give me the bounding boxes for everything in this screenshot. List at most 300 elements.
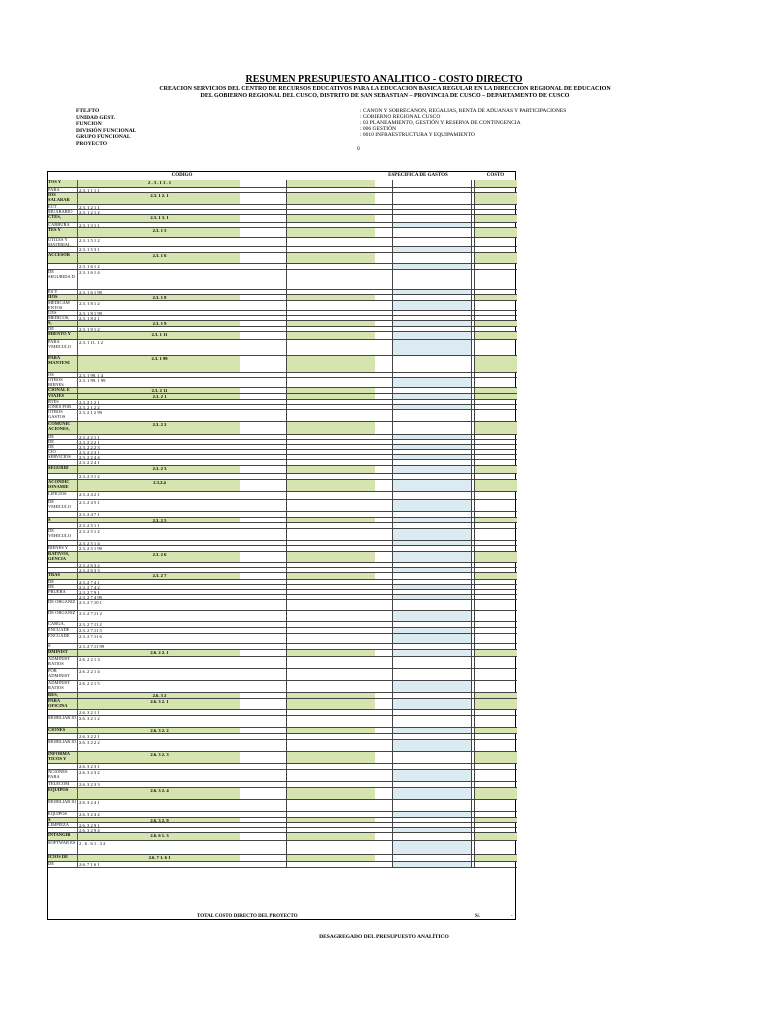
row-especifica-cell <box>392 455 472 459</box>
row-code: 2.3. 1 8 <box>78 295 240 300</box>
row-description: OTROS BIENES <box>48 378 78 387</box>
row-especifica-cell <box>392 270 472 289</box>
row-cell <box>286 270 375 289</box>
row-especifica-cell <box>392 841 472 854</box>
row-especifica-cell <box>392 573 472 579</box>
row-especifica-cell <box>392 740 472 751</box>
row-especifica-cell <box>392 828 472 832</box>
row-costo-cell <box>474 634 517 643</box>
project-subtitle <box>80 86 690 100</box>
row-cell <box>286 693 375 698</box>
table-row <box>48 500 517 512</box>
row-especifica-cell <box>392 378 472 387</box>
row-description: DE SEGURIDA D <box>48 270 78 289</box>
row-costo-cell <box>474 210 517 214</box>
row-description: ECT <box>48 205 78 209</box>
row-especifica-cell <box>392 512 472 517</box>
row-especifica-cell <box>392 552 472 562</box>
row-description: DE VEHICULO <box>48 500 78 511</box>
row-description: DE ORGANIZ <box>48 611 78 621</box>
row-cell <box>286 634 375 643</box>
row-description: TELECOM <box>48 782 78 787</box>
table-row <box>48 770 517 782</box>
row-code: 2.3. 2 6 3 2 <box>79 563 100 568</box>
row-costo-cell <box>474 512 517 517</box>
row-cell <box>286 295 375 300</box>
row-costo-cell <box>474 422 517 434</box>
row-costo-cell <box>474 205 517 209</box>
row-cell <box>286 316 375 320</box>
row-especifica-cell <box>392 622 472 627</box>
row-cell <box>286 445 375 449</box>
table-row <box>48 699 517 710</box>
row-description: MOBILIAR IO <box>48 800 78 811</box>
table-row <box>48 410 517 422</box>
row-costo-cell <box>474 378 517 387</box>
row-especifica-cell <box>392 523 472 528</box>
row-code: 2.3. 2 5 1 2 <box>79 529 100 534</box>
row-especifica-cell <box>392 541 472 545</box>
row-costo-cell <box>474 611 517 621</box>
row-cell <box>286 474 375 479</box>
row-description: INFORMA TICOS Y <box>48 752 78 763</box>
row-description: OS <box>48 373 78 377</box>
row-cell <box>286 455 375 459</box>
row-cell <box>286 563 375 567</box>
row-costo-cell <box>474 290 517 294</box>
row-cell <box>286 264 375 269</box>
row-code: 2.3. 2 6 3 3 <box>79 568 100 573</box>
total-label: TOTAL COSTO DIRECTO DEL PROYECTO <box>197 914 298 919</box>
row-description: ACONDIC IONAMIE <box>48 480 78 491</box>
row-code: 2.6. 3 2 2 2 <box>79 740 100 745</box>
row-description <box>48 595 78 599</box>
row-code: 2.6. 3 2 1 1 <box>79 710 100 715</box>
row-cell <box>286 450 375 454</box>
row-especifica-cell <box>392 812 472 817</box>
row-costo-cell <box>474 752 517 763</box>
row-code: 2.3. 1 99. 1 4 <box>79 373 104 378</box>
row-especifica-cell <box>392 340 472 355</box>
table-row <box>48 215 517 223</box>
row-code: 2.3. 1 5 <box>78 228 240 237</box>
meta-values <box>360 108 566 138</box>
row-description: LIFICIOS <box>48 492 78 499</box>
row-description: TES Y <box>48 228 78 237</box>
row-costo-cell <box>474 388 517 393</box>
row-especifica-cell <box>392 492 472 499</box>
row-cell <box>286 327 375 331</box>
row-especifica-cell <box>392 518 472 522</box>
row-especifica-cell <box>392 644 472 649</box>
row-cell <box>286 573 375 579</box>
row-especifica-cell <box>392 628 472 633</box>
row-description: CARGA, <box>48 622 78 627</box>
row-code: 2.3. 2 2 3 1 <box>79 450 100 455</box>
row-costo-cell <box>474 823 517 827</box>
row-code: 2.3. 2 7 9 1 <box>79 590 100 595</box>
row-costo-cell <box>474 734 517 739</box>
row-code: 2.6. 7 1. 6 1 <box>78 855 240 861</box>
row-especifica-cell <box>392 295 472 300</box>
row-especifica-cell <box>392 669 472 680</box>
row-code: 2.3. 2 4 2 1 <box>79 492 100 497</box>
row-description: MEDICOS, <box>48 316 78 320</box>
row-costo-cell <box>474 764 517 769</box>
row-especifica-cell <box>392 301 472 310</box>
row-cell <box>286 460 375 465</box>
row-especifica-cell <box>392 611 472 621</box>
header-especifica: ESPECIFICA DE GASTOS <box>388 173 448 178</box>
row-description: BIENES Y <box>48 546 78 551</box>
row-costo-cell <box>474 356 517 372</box>
total-row <box>47 913 516 921</box>
row-cell <box>286 321 375 326</box>
row-cell <box>286 833 375 840</box>
row-description: EQUIPOS <box>48 812 78 817</box>
row-code: 2.3. 2 7.11 6 <box>79 634 102 639</box>
row-especifica-cell <box>392 728 472 733</box>
row-especifica-cell <box>392 474 472 479</box>
table-row <box>48 573 517 580</box>
row-especifica-cell <box>392 388 472 393</box>
row-costo-cell <box>474 253 517 263</box>
row-code: 2.3. 1 9 <box>78 321 240 326</box>
row-costo-cell <box>474 833 517 840</box>
row-cell <box>286 529 375 540</box>
row-code: 2.6. 3 2. 9 <box>78 818 240 822</box>
meta-label: PROYECTO <box>76 140 108 147</box>
row-description: CIO <box>48 450 78 454</box>
table-row <box>48 788 517 800</box>
total-value: - <box>511 914 513 919</box>
table-row <box>48 862 517 868</box>
row-costo-cell <box>474 770 517 781</box>
row-code: 2.3. 2 7 4 2 <box>79 585 100 590</box>
row-code: 2.3. 2 2 2 1 <box>79 440 100 445</box>
row-cell <box>286 228 375 237</box>
row-especifica-cell <box>392 188 472 192</box>
row-especifica-cell <box>392 585 472 589</box>
row-especifica-cell <box>392 264 472 269</box>
row-costo-cell <box>474 500 517 511</box>
row-cell <box>286 716 375 727</box>
table-row <box>48 752 517 764</box>
row-costo-cell <box>474 862 517 867</box>
row-especifica-cell <box>392 373 472 377</box>
row-cell <box>286 611 375 621</box>
table-row <box>48 669 517 681</box>
row-description: DE VEHICULO <box>48 529 78 540</box>
subtitle-line-1: CREACION SERVICIOS DEL CENTRO DE RECURSOS EDUCATIVOS PARA LA EDUCACION BASICA REGULAR EN LA DIRECCION REGIONAL DE EDUCACION <box>159 86 611 92</box>
row-code: 2.3. 2 2 1 1 <box>79 435 100 440</box>
row-description: IOS SALARAR <box>48 193 78 204</box>
row-costo-cell <box>474 681 517 692</box>
row-especifica-cell <box>392 223 472 227</box>
row-costo-cell <box>474 492 517 499</box>
row-costo-cell <box>474 223 517 227</box>
row-costo-cell <box>474 740 517 751</box>
row-costo-cell <box>474 788 517 799</box>
row-description: OTROS GASTOS <box>48 410 78 421</box>
row-especifica-cell <box>392 788 472 799</box>
row-description: NCIONES PARA <box>48 770 78 781</box>
row-description: DE <box>48 580 78 584</box>
row-code: 2.3.2.4 <box>78 480 240 491</box>
table-row <box>48 238 517 247</box>
table-row <box>48 833 517 841</box>
row-description: PRUEBA <box>48 590 78 594</box>
row-code: 2.3. 1 9 1 2 <box>79 327 100 332</box>
row-description: RTES <box>48 400 78 404</box>
row-description: PARA <box>48 188 78 192</box>
row-cell <box>286 657 375 668</box>
row-costo-cell <box>474 518 517 522</box>
row-description: SEGURID <box>48 466 78 473</box>
row-costo-cell <box>474 580 517 584</box>
row-description: DMINIST <box>48 650 78 656</box>
meta-label: UNIDAD GEST. <box>76 114 116 121</box>
row-especifica-cell <box>392 568 472 572</box>
row-code: 2.3. 2 3 1 2 <box>79 474 100 479</box>
row-description <box>48 512 78 517</box>
table-row <box>48 422 517 435</box>
table-row <box>48 480 517 492</box>
row-cell <box>286 215 375 222</box>
row-especifica-cell <box>392 546 472 551</box>
row-especifica-cell <box>392 210 472 214</box>
row-code: 2.3. 2 5 <box>78 518 240 522</box>
row-description: DE <box>48 327 78 331</box>
row-especifica-cell <box>392 450 472 454</box>
row-cell <box>286 356 375 372</box>
row-costo-cell <box>474 818 517 822</box>
row-especifica-cell <box>392 445 472 449</box>
row-especifica-cell <box>392 657 472 668</box>
row-cell <box>286 340 375 355</box>
row-code: 2.6. 6 1. 3 <box>78 833 240 840</box>
row-code: 2.3. 1 5 1 2 <box>79 238 100 243</box>
row-description: LIMPIEZA <box>48 823 78 827</box>
footer-heading: DESAGREGADO DEL PRESUPUESTO ANALÍTICO <box>319 934 449 940</box>
row-cell <box>286 568 375 572</box>
row-code: 2.3. 2 7 4 99 <box>79 595 102 600</box>
row-cell <box>286 422 375 434</box>
row-description <box>48 734 78 739</box>
row-especifica-cell <box>392 650 472 656</box>
table-row <box>48 800 517 812</box>
header-costo: COSTO <box>486 173 505 178</box>
row-especifica-cell <box>392 782 472 787</box>
row-code: 2.3. 2 6 <box>78 552 240 562</box>
row-description: VIAJES <box>48 394 78 399</box>
row-code: 2.6. 3 2 4 2 <box>79 812 100 817</box>
row-especifica-cell <box>392 316 472 320</box>
row-costo-cell <box>474 373 517 377</box>
table-row <box>48 634 517 644</box>
meta-label: GRUPO FUNCIONAL <box>76 134 131 140</box>
table-row <box>48 657 517 669</box>
row-costo-cell <box>474 321 517 326</box>
row-cell <box>286 193 375 204</box>
row-description: ENCUADE <box>48 634 78 643</box>
row-description: ACCESOR <box>48 253 78 263</box>
row-code: 2.6. 3 2 3 1 <box>79 764 100 769</box>
row-cell <box>286 764 375 769</box>
row-code: 2.3. 2 1 <box>78 394 240 399</box>
row-especifica-cell <box>392 770 472 781</box>
row-cell <box>286 669 375 680</box>
row-costo-cell <box>474 669 517 680</box>
row-costo-cell <box>474 585 517 589</box>
row-description: TRAS <box>48 573 78 579</box>
row-cell <box>286 388 375 393</box>
row-costo-cell <box>474 228 517 237</box>
row-code: 2.3. 1 6 <box>78 253 240 263</box>
row-cell <box>286 394 375 399</box>
row-especifica-cell <box>392 327 472 331</box>
row-costo-cell <box>474 474 517 479</box>
row-especifica-cell <box>392 215 472 222</box>
row-especifica-cell <box>392 440 472 444</box>
row-costo-cell <box>474 546 517 551</box>
row-cell <box>286 188 375 192</box>
row-especifica-cell <box>392 400 472 404</box>
row-description: S, <box>48 321 78 326</box>
row-cell <box>286 818 375 822</box>
row-cell <box>286 492 375 499</box>
row-description: IONES POR <box>48 405 78 409</box>
row-costo-cell <box>474 699 517 709</box>
row-costo-cell <box>474 440 517 444</box>
row-description: DE <box>48 440 78 444</box>
row-especifica-cell <box>392 710 472 715</box>
row-cell <box>286 435 375 439</box>
row-description <box>48 247 78 252</box>
row-costo-cell <box>474 728 517 733</box>
row-especifica-cell <box>392 529 472 540</box>
row-code: 2.3. 2 2 4 1 <box>79 460 100 465</box>
row-especifica-cell <box>392 580 472 584</box>
row-costo-cell <box>474 710 517 715</box>
row-code: 2.3. 2 5 1 4 <box>79 541 100 546</box>
row-costo-cell <box>474 460 517 465</box>
row-code: 2.3. 1 2 1 1 <box>79 205 100 210</box>
row-description: MUABARIO <box>48 210 78 214</box>
row-cell <box>286 650 375 656</box>
total-currency: S/. <box>475 914 481 919</box>
row-description: COMUNIC ACIONES, <box>48 422 78 434</box>
row-cell <box>286 800 375 811</box>
row-code: 2.6. 3 2 4 1 <box>79 800 100 805</box>
row-especifica-cell <box>392 764 472 769</box>
budget-table <box>47 171 516 920</box>
row-description: MIENTO Y <box>48 332 78 339</box>
row-costo-cell <box>474 238 517 246</box>
row-description: SOFTWAR ES <box>48 841 78 854</box>
row-cell <box>286 410 375 421</box>
table-row <box>48 378 517 388</box>
row-especifica-cell <box>392 480 472 491</box>
row-especifica-cell <box>392 681 472 692</box>
row-code: 2.6. 3 2 <box>78 693 240 698</box>
meta-label: FUNCION <box>76 121 102 127</box>
row-code: 2.3. 2 1 2 2 <box>79 405 100 410</box>
row-costo-cell <box>474 529 517 540</box>
table-row <box>48 228 517 238</box>
row-especifica-cell <box>392 253 472 263</box>
row-cell <box>286 311 375 315</box>
row-code: 2.3. 2 4 5 1 <box>79 500 100 505</box>
row-description: DE <box>48 585 78 589</box>
meta-label: DIVISIÓN FUNCIONAL <box>76 127 137 134</box>
table-row <box>48 340 517 356</box>
row-especifica-cell <box>392 595 472 599</box>
row-code: 2.6. 3 2 3 2 <box>79 770 100 775</box>
row-costo-cell <box>474 394 517 399</box>
row-especifica-cell <box>392 460 472 465</box>
row-especifica-cell <box>392 356 472 372</box>
row-code: 2.6. 3 2 1 2 <box>79 716 100 721</box>
row-costo-cell <box>474 301 517 310</box>
row-especifica-cell <box>392 862 472 867</box>
row-code: 2.3. 2 4 7 1 <box>79 512 100 517</box>
row-code: 2.3. 2 2 2 3 <box>79 445 100 450</box>
row-description: RATIVOS, GENCIA <box>48 552 78 562</box>
row-description <box>48 563 78 567</box>
row-description: S <box>48 818 78 822</box>
row-code: 2.3. 2 11 <box>78 388 240 393</box>
table-row <box>48 180 517 188</box>
row-cell <box>286 770 375 781</box>
row-cell <box>286 862 375 867</box>
row-description: PARA MANTENI <box>48 356 78 372</box>
row-especifica-cell <box>392 311 472 315</box>
row-especifica-cell <box>392 394 472 399</box>
row-cell <box>286 332 375 339</box>
row-description: MEDICAM ENTOS <box>48 301 78 310</box>
row-costo-cell <box>474 405 517 409</box>
row-costo-cell <box>474 716 517 727</box>
row-especifica-cell <box>392 693 472 698</box>
row-code: 2.6. 2 2 1 5 <box>79 681 100 686</box>
row-code: 2.6. 3 2 3 3 <box>79 782 100 787</box>
row-costo-cell <box>474 595 517 599</box>
row-especifica-cell <box>392 716 472 727</box>
row-cell <box>286 290 375 294</box>
row-especifica-cell <box>392 500 472 511</box>
row-code: 2.6. 3 2. 4 <box>78 788 240 799</box>
row-especifica-cell <box>392 833 472 840</box>
row-especifica-cell <box>392 193 472 204</box>
row-code: 2.3. 2 7.11 2 <box>79 611 102 616</box>
row-code: 2.3. 1 8 1 2 <box>79 301 100 306</box>
row-cell <box>286 378 375 387</box>
row-especifica-cell <box>392 734 472 739</box>
row-costo-cell <box>474 573 517 579</box>
row-description: RES, <box>48 693 78 698</box>
row-especifica-cell <box>392 855 472 861</box>
row-cell <box>286 546 375 551</box>
row-description <box>48 523 78 528</box>
row-especifica-cell <box>392 800 472 811</box>
row-code: 2.3. 1 1 1 1 <box>79 188 100 193</box>
row-cell <box>286 523 375 528</box>
row-code: 2.3. 2 2 <box>78 422 240 434</box>
row-especifica-cell <box>392 332 472 339</box>
row-description: CTES, <box>48 215 78 222</box>
row-code: 2.3. 2 7 4 1 <box>79 580 100 585</box>
